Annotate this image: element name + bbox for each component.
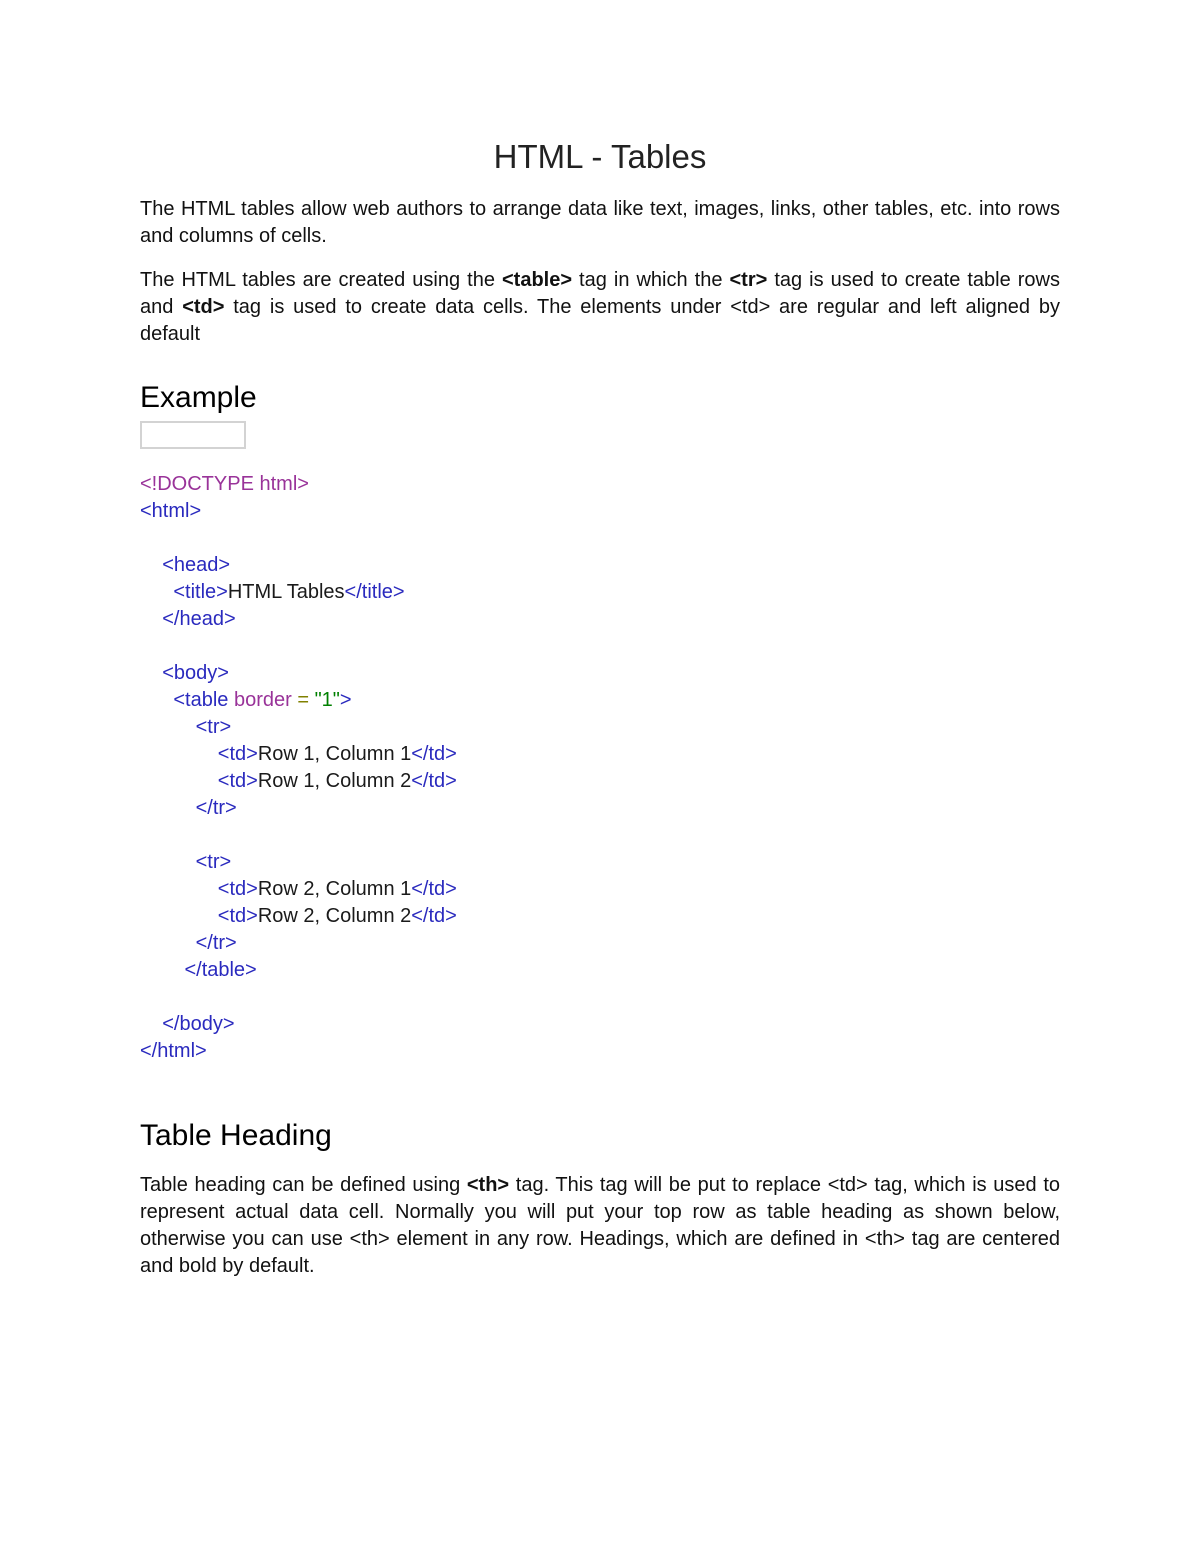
code-indent <box>140 797 196 819</box>
code-indent <box>140 905 218 927</box>
code-line <box>140 554 230 576</box>
code-token-tag: </html> <box>140 1040 207 1062</box>
code-line <box>140 770 457 792</box>
code-token-tag: </tr> <box>195 932 237 954</box>
code-line <box>140 932 237 954</box>
code-line-blank <box>140 822 1060 849</box>
code-token-tag: <td> <box>217 905 258 927</box>
code-token-tag: <html> <box>140 500 202 522</box>
code-line <box>140 662 229 684</box>
code-token-eq: = <box>291 689 315 711</box>
code-token-tag: <td> <box>217 878 258 900</box>
code-token-val: "1" <box>314 689 340 711</box>
code-token-tag: <table <box>173 689 234 711</box>
code-token-tag: </tr> <box>195 797 237 819</box>
code-indent <box>140 878 218 900</box>
code-indent <box>140 770 218 792</box>
table-creation-paragraph <box>140 267 1060 348</box>
code-line <box>140 743 457 765</box>
code-indent <box>140 851 196 873</box>
example-input-box[interactable] <box>140 421 246 449</box>
code-indent <box>140 554 162 576</box>
code-line <box>140 608 236 630</box>
code-token-tag: <td> <box>217 743 258 765</box>
code-indent <box>140 932 196 954</box>
paragraph-text-segment: tag. This tag will be put to replace <td> tag, which is used to represent actual data cell. Normally you will put your top row as table heading as shown below, otherwise you can use <th> element in any row. Headings, which are defined in <th> tag are centered and bold by default. <box>140 1174 1060 1277</box>
code-line <box>140 851 231 873</box>
code-line <box>140 905 457 927</box>
code-indent <box>140 608 162 630</box>
code-line <box>140 797 237 819</box>
page-title: HTML - Tables <box>493 138 707 175</box>
code-token-tag: <td> <box>217 770 258 792</box>
code-token-tag: </td> <box>411 878 457 900</box>
code-token-tag: > <box>339 689 352 711</box>
code-line <box>140 959 257 981</box>
paragraph-text-segment: Table heading can be defined using <box>140 1174 467 1196</box>
code-line <box>140 1040 207 1062</box>
code-token-tag: </title> <box>344 581 405 603</box>
code-indent <box>140 662 162 684</box>
code-indent <box>140 581 173 603</box>
code-indent <box>140 959 184 981</box>
table-heading-section-heading: Table Heading <box>140 1119 332 1152</box>
code-line <box>140 500 201 522</box>
code-indent <box>140 689 173 711</box>
code-token-tag: </table> <box>184 959 257 981</box>
paragraph-text-segment: The HTML tables are created using the <box>140 269 502 291</box>
code-sample-block <box>140 471 1060 1065</box>
table-heading-paragraph <box>140 1172 1060 1280</box>
code-indent <box>140 716 196 738</box>
code-token-tag: <tr> <box>195 716 232 738</box>
code-line <box>140 581 405 603</box>
code-token-txt: Row 1, Column 1 <box>257 743 412 765</box>
inline-bold-tr-tag: <tr> <box>729 269 768 291</box>
code-token-tag: <title> <box>173 581 228 603</box>
code-line <box>140 473 309 495</box>
paragraph-text-segment: tag is used to create table rows and <box>140 269 1061 318</box>
code-token-txt: Row 2, Column 2 <box>257 905 412 927</box>
intro-paragraph: The HTML tables allow web authors to arrange data like text, images, links, other tables, etc. into rows and columns of cells. <box>140 198 1060 247</box>
example-section-heading: Example <box>140 381 257 414</box>
code-token-doctype: <!DOCTYPE html> <box>140 473 309 495</box>
code-token-attr: border <box>233 689 292 711</box>
code-token-txt: Row 2, Column 1 <box>257 878 412 900</box>
code-token-tag: </head> <box>162 608 236 630</box>
code-token-tag: </td> <box>411 770 457 792</box>
code-indent <box>140 743 218 765</box>
code-line-blank <box>140 633 1060 660</box>
code-line-blank <box>140 984 1060 1011</box>
code-token-tag: </td> <box>411 905 457 927</box>
paragraph-text-segment: tag is used to create data cells. The elements under <td> are regular and left aligned by default <box>140 296 1060 345</box>
code-indent <box>140 1013 162 1035</box>
inline-bold-th-tag: <th> <box>466 1174 510 1196</box>
code-token-tag: <tr> <box>195 851 232 873</box>
code-token-txt: Row 1, Column 2 <box>257 770 412 792</box>
code-line <box>140 1013 235 1035</box>
code-line <box>140 689 352 711</box>
code-token-tag: </td> <box>411 743 457 765</box>
code-token-tag: </body> <box>162 1013 235 1035</box>
code-line <box>140 878 457 900</box>
code-line-blank <box>140 525 1060 552</box>
code-token-tag: <body> <box>162 662 229 684</box>
code-line <box>140 716 231 738</box>
inline-bold-td-tag: <td> <box>182 296 225 318</box>
paragraph-text-segment: tag in which the <box>572 269 730 291</box>
code-token-tag: <head> <box>162 554 231 576</box>
code-token-txt: HTML Tables <box>227 581 345 603</box>
inline-bold-table-tag: <table> <box>501 269 573 291</box>
